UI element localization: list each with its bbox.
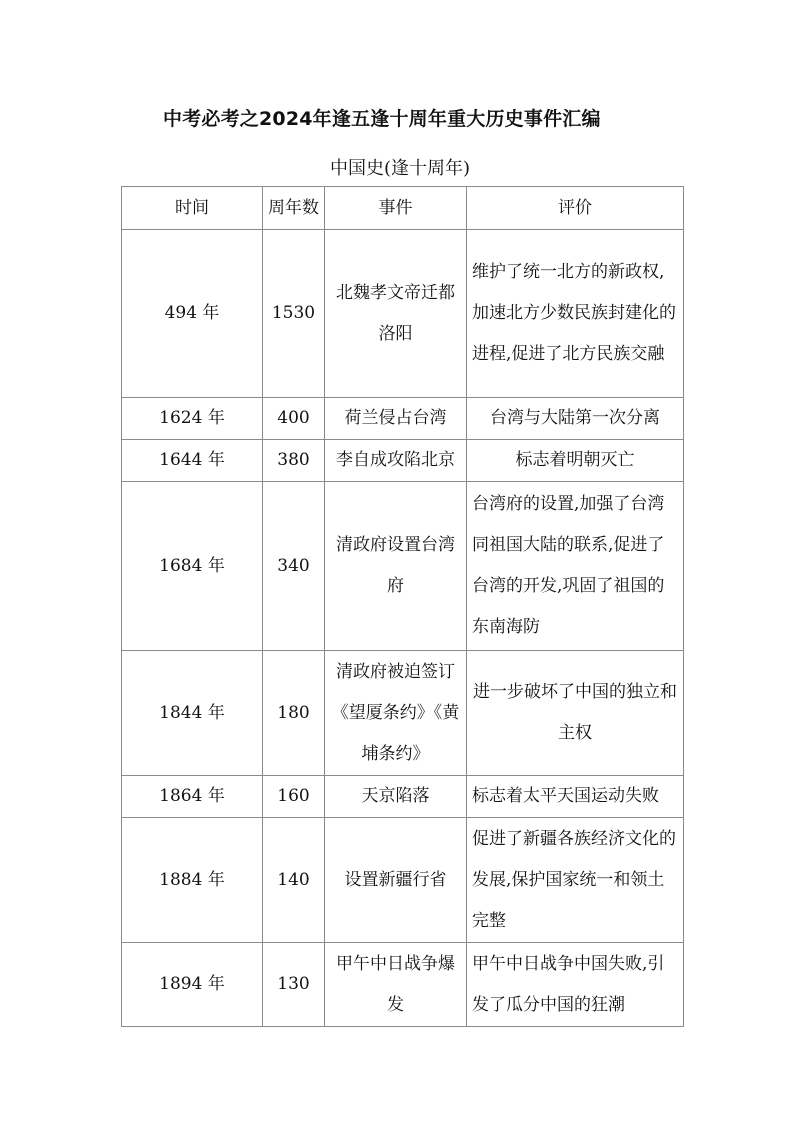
cell-event: 设置新疆行省 — [325, 818, 467, 943]
cell-event: 甲午中日战争爆发 — [325, 943, 467, 1027]
table-row — [122, 651, 684, 776]
table-row — [122, 482, 684, 651]
cell-anniversary: 340 — [263, 482, 325, 651]
cell-time: 1894 年 — [122, 943, 263, 1027]
table-header-row — [122, 187, 684, 230]
document-title: 中考必考之2024年逢五逢十周年重大历史事件汇编 — [163, 108, 601, 130]
cell-time: 1844 年 — [122, 651, 263, 776]
cell-time: 1864 年 — [122, 776, 263, 818]
cell-evaluation: 进一步破坏了中国的独立和主权 — [467, 651, 684, 776]
table-row — [122, 818, 684, 943]
cell-evaluation: 甲午中日战争中国失败,引发了瓜分中国的狂潮 — [467, 943, 684, 1027]
cell-anniversary: 380 — [263, 440, 325, 482]
table-row — [122, 398, 684, 440]
cell-time: 494 年 — [122, 230, 263, 398]
cell-anniversary: 140 — [263, 818, 325, 943]
table-row — [122, 440, 684, 482]
cell-time: 1884 年 — [122, 818, 263, 943]
header-anniversary: 周年数 — [263, 187, 325, 230]
cell-evaluation: 台湾府的设置,加强了台湾同祖国大陆的联系,促进了台湾的开发,巩固了祖国的东南海防 — [467, 482, 684, 651]
events-table — [121, 186, 684, 1027]
table-row — [122, 776, 684, 818]
cell-event: 北魏孝文帝迁都洛阳 — [325, 230, 467, 398]
cell-time: 1624 年 — [122, 398, 263, 440]
header-event: 事件 — [325, 187, 467, 230]
cell-event: 天京陷落 — [325, 776, 467, 818]
cell-anniversary: 1530 — [263, 230, 325, 398]
cell-anniversary: 160 — [263, 776, 325, 818]
cell-evaluation: 标志着明朝灭亡 — [467, 440, 684, 482]
cell-event: 荷兰侵占台湾 — [325, 398, 467, 440]
cell-evaluation: 标志着太平天国运动失败 — [467, 776, 684, 818]
cell-anniversary: 180 — [263, 651, 325, 776]
cell-event: 清政府设置台湾府 — [325, 482, 467, 651]
cell-evaluation: 台湾与大陆第一次分离 — [467, 398, 684, 440]
header-time: 时间 — [122, 187, 263, 230]
cell-evaluation: 促进了新疆各族经济文化的发展,保护国家统一和领土完整 — [467, 818, 684, 943]
table-row — [122, 943, 684, 1027]
cell-anniversary: 400 — [263, 398, 325, 440]
cell-evaluation: 维护了统一北方的新政权,加速北方少数民族封建化的进程,促进了北方民族交融 — [467, 230, 684, 398]
cell-event: 李自成攻陷北京 — [325, 440, 467, 482]
cell-time: 1684 年 — [122, 482, 263, 651]
header-evaluation: 评价 — [467, 187, 684, 230]
cell-time: 1644 年 — [122, 440, 263, 482]
section-title: 中国史(逢十周年) — [329, 158, 471, 179]
cell-event: 清政府被迫签订《望厦条约》《黄埔条约》 — [325, 651, 467, 776]
cell-anniversary: 130 — [263, 943, 325, 1027]
table-row — [122, 230, 684, 398]
